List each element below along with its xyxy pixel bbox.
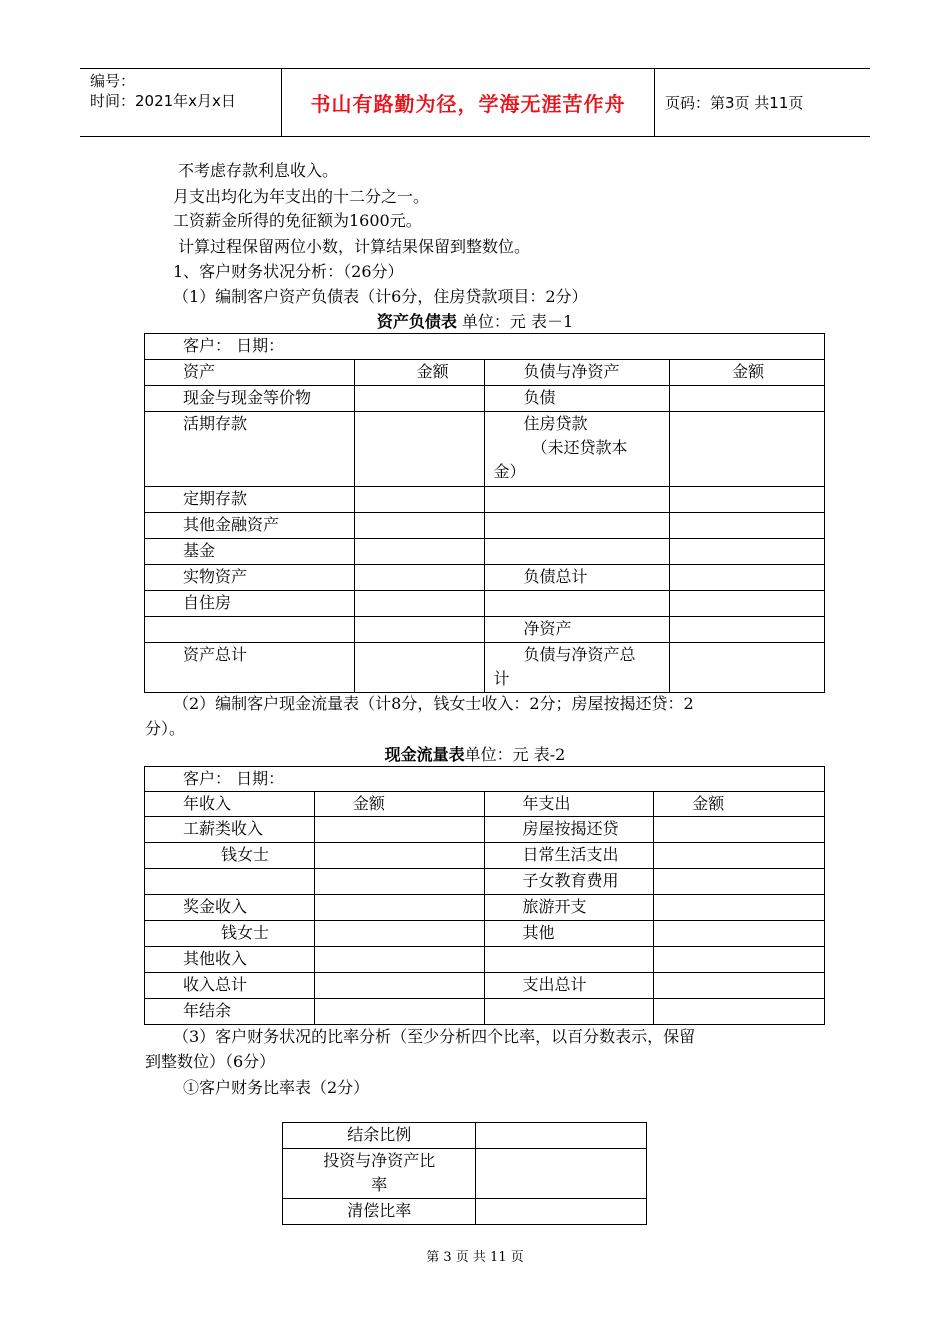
table-row	[145, 617, 825, 643]
expense-cell: 旅游开支	[484, 895, 654, 921]
asset-cell: 其他金融资产	[145, 513, 355, 539]
table-row	[145, 487, 825, 513]
ratio-name-cell: 投资与净资产比 率	[283, 1149, 476, 1199]
page-header	[80, 68, 870, 137]
ratio-table	[282, 1122, 647, 1225]
asset-cell: 基金	[145, 539, 355, 565]
cash-flow-title-unit: 单位：元 表-2	[464, 745, 566, 764]
table-row	[145, 565, 825, 591]
liability-cell: 负债与净资产总 计	[485, 643, 670, 693]
cash-client-row: 客户： 日期：	[145, 767, 825, 792]
expense-cell: 房屋按揭还贷	[484, 817, 654, 843]
subsection-heading-cont: 到整数位）（6分）	[145, 1052, 276, 1071]
balance-header-cell: 金额	[354, 360, 485, 386]
income-cell: 奖金收入	[145, 895, 315, 921]
balance-sheet-title-unit: 单位：元 表－1	[456, 312, 574, 331]
subsection-heading-cont: 分）。	[145, 719, 186, 738]
table-row	[145, 817, 825, 843]
table-row	[145, 591, 825, 617]
expense-cell: 支出总计	[484, 973, 654, 999]
table-row	[283, 1199, 647, 1225]
income-cell: 工薪类收入	[145, 817, 315, 843]
table-row	[145, 921, 825, 947]
asset-cell: 定期存款	[145, 487, 355, 513]
subsection-heading: （3）客户财务状况的比率分析（至少分析四个比率，以百分数表示，保留	[173, 1027, 696, 1046]
subsection-heading: （1）编制客户资产负债表（计6分，住房贷款项目：2分）	[173, 287, 588, 306]
cash-header-cell: 年收入	[145, 792, 315, 817]
cash-flow-title-bold: 现金流量表	[384, 745, 465, 764]
section-heading: 1、客户财务状况分析：（26分）	[173, 262, 404, 281]
balance-sheet-title	[0, 311, 950, 333]
income-cell: 其他收入	[145, 947, 315, 973]
cash-header-cell: 金额	[314, 792, 484, 817]
asset-cell: 实物资产	[145, 565, 355, 591]
table-row	[145, 895, 825, 921]
table-row	[145, 869, 825, 895]
date-label: 时间：2021年x月x日	[90, 92, 236, 110]
balance-client-row: 客户： 日期：	[145, 334, 825, 360]
cash-flow-table	[144, 766, 825, 1025]
liability-cell: 净资产	[485, 617, 670, 643]
asset-cell: 现金与现金等价物	[145, 386, 355, 412]
liability-cell: 负债总计	[485, 565, 670, 591]
liability-cell: 住房贷款 （未还贷款本 金）	[485, 412, 670, 487]
table-row	[145, 947, 825, 973]
serial-label: 编号：	[90, 72, 136, 90]
income-cell: 钱女士	[145, 921, 315, 947]
ratio-name-cell: 结余比例	[283, 1123, 476, 1149]
table-row	[145, 973, 825, 999]
intro-line: 月支出均化为年支出的十二分之一。	[173, 187, 430, 206]
cash-flow-title	[0, 744, 950, 766]
table-row	[145, 513, 825, 539]
table-row	[145, 539, 825, 565]
balance-sheet-title-bold: 资产负债表	[376, 312, 457, 331]
page-footer: 第 3 页 共 11 页	[426, 1250, 524, 1265]
balance-header-cell: 负债与净资产	[485, 360, 670, 386]
header-meta	[80, 69, 282, 136]
subsection-heading: （2）编制客户现金流量表（计8分，钱女士收入：2分；房屋按揭还贷：2	[173, 694, 694, 713]
table-row	[145, 643, 825, 693]
table-row	[283, 1149, 647, 1199]
header-motto: 书山有路勤为径，学海无涯苦作舟	[282, 69, 655, 136]
balance-header-cell: 资产	[145, 360, 355, 386]
table-row	[283, 1123, 647, 1149]
asset-cell: 活期存款	[145, 412, 355, 487]
ratio-table-caption: ①客户财务比率表（2分）	[183, 1078, 370, 1097]
intro-line: 不考虑存款利息收入。	[178, 161, 339, 180]
asset-cell: 资产总计	[145, 643, 355, 693]
ratio-name-cell: 清偿比率	[283, 1199, 476, 1225]
cash-header-cell: 年支出	[484, 792, 654, 817]
expense-cell: 其他	[484, 921, 654, 947]
intro-line: 计算过程保留两位小数，计算结果保留到整数位。	[178, 237, 531, 256]
liability-cell: 负债	[485, 386, 670, 412]
cash-header-cell: 金额	[654, 792, 825, 817]
header-page-label: 页码：第3页 共11页	[665, 94, 804, 112]
table-row	[145, 412, 825, 487]
balance-sheet-table	[144, 333, 825, 693]
expense-cell: 日常生活支出	[484, 843, 654, 869]
expense-cell: 子女教育费用	[484, 869, 654, 895]
asset-cell: 自住房	[145, 591, 355, 617]
balance-header-cell: 金额	[670, 360, 825, 386]
table-row	[145, 999, 825, 1025]
income-cell: 钱女士	[145, 843, 315, 869]
table-row	[145, 843, 825, 869]
intro-line: 工资薪金所得的免征额为1600元。	[173, 211, 422, 230]
income-cell: 年结余	[145, 999, 315, 1025]
income-cell: 收入总计	[145, 973, 315, 999]
table-row	[145, 386, 825, 412]
